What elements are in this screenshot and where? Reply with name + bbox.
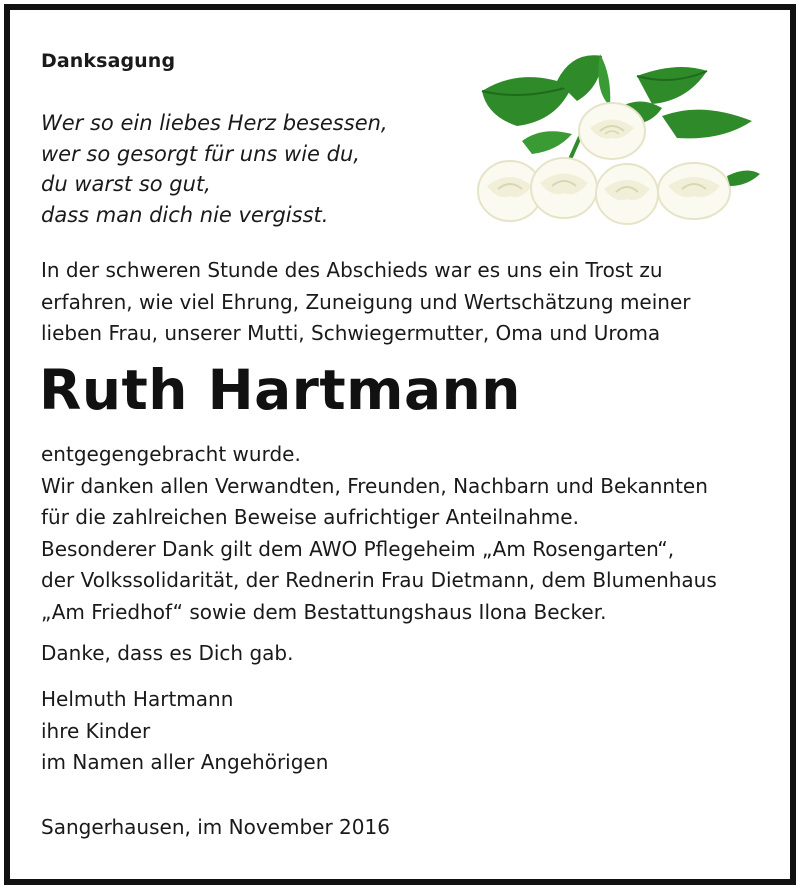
thanks-line: Besonderer Dank gilt dem AWO Pflegeheim „Am Rosengarten“, xyxy=(41,536,675,561)
white-roses-icon xyxy=(462,46,762,236)
poem-line: du warst so gut, xyxy=(41,172,211,196)
closing-line: Danke, dass es Dich gab. xyxy=(41,641,294,665)
signer-line: Helmuth Hartmann xyxy=(41,687,234,711)
signer-line: ihre Kinder xyxy=(41,718,151,743)
place-date: Sangerhausen, im November 2016 xyxy=(41,815,390,839)
intro-text xyxy=(41,255,691,350)
poem-line: wer so gesorgt für uns wie du, xyxy=(41,141,360,166)
deceased-name: Ruth Hartmann xyxy=(39,358,521,422)
poem-line: dass man dich nie vergisst. xyxy=(41,202,329,227)
thanks-text xyxy=(41,439,717,628)
thanks-line: Wir danken allen Verwandten, Freunden, Nachbarn und Bekannten xyxy=(41,473,708,498)
signer-line: im Namen aller Angehörigen xyxy=(41,750,329,774)
heading: Danksagung xyxy=(41,50,176,72)
poem-line: Wer so ein liebes Herz besessen, xyxy=(41,111,388,135)
thanks-line: entgegengebracht wurde. xyxy=(41,442,301,466)
poem xyxy=(41,108,388,230)
intro-line: erfahren, wie viel Ehrung, Zuneigung und Wertschätzung meiner xyxy=(41,289,691,314)
thanks-line: „Am Friedhof“ sowie dem Bestattungshaus Ilona Becker. xyxy=(41,599,607,624)
signers xyxy=(41,684,328,779)
intro-line: lieben Frau, unserer Mutti, Schwiegermutter, Oma und Uroma xyxy=(41,321,661,345)
thanks-line: der Volkssolidarität, der Rednerin Frau Dietmann, dem Blumenhaus xyxy=(41,568,717,592)
intro-line: In der schweren Stunde des Abschieds war es uns ein Trost zu xyxy=(41,258,663,282)
thanks-line: für die zahlreichen Beweise aufrichtiger Anteilnahme. xyxy=(41,505,579,529)
